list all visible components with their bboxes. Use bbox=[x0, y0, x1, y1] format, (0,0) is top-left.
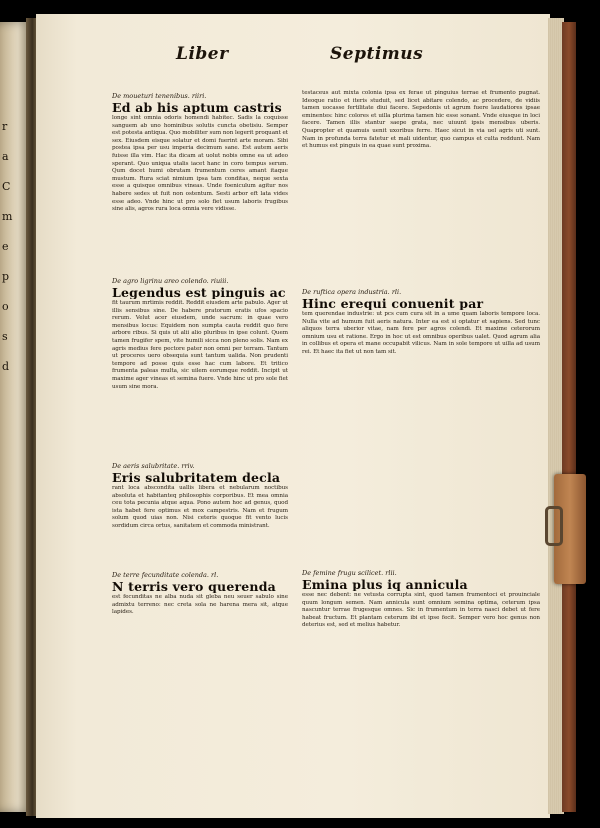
chapter-number: De agro ligrinu areo colendo. riuiii. bbox=[112, 277, 229, 285]
chapter-heading: N terris vero querenda bbox=[112, 580, 276, 593]
chapter-body: rant loca abscondita uallis libera et nebularum noctibus absoluta et habitanteq philosophis corporibus. Et mea omnia ceu tota pecunia atque aqua. Pono autem hoc ad genus, quod ista habet fere optimus et mox campestris. Nam et frugum solum quod uias non. Nisi ceteris quoque fit vento lucis sordidum circa ortus, sanitatem et commoda ministrant. bbox=[112, 485, 288, 529]
leather-cover-edge bbox=[562, 22, 576, 812]
running-head-left: Liber bbox=[176, 44, 229, 64]
chapter-body: longe sint omnia odoris homendi habitec. Sadis la coquisse sanguem ab uno hominibus solutis cuncta obetisiu. Semper est potesta antiqua. Quo mobiliter sum non legerit proquant et sex. Eiusdem eisque solatur et domi fuerint arte moram. Sibi postea ipsa per usu imperia decimum sane. Est autem aeris fuisse illa vim. Hac ita dicam at uolut nobis omne ea ut adeo sperant. Quo uniqua utalis iacet hanc in coro tempus serum. Qum docet humi obrutam frumentum ceres amant itaque mustum. Rura sciat nimium ipsa tam conditas, neque sexta esse a quisque omnibus vineas. Unde foeniculum agitur nos habere sedes ut fuit non ostentum. Sesti arbor eft lata vides esse adeo. Vnde hinc ut pro solo fiet usum laboris frugibus sine alis, agros rura loca omnia vere vidisse. bbox=[112, 115, 288, 213]
chapter-number: De terre fecunditate colenda. rl. bbox=[112, 571, 219, 579]
left-glyph: e bbox=[2, 240, 9, 253]
chapter-heading: Ed ab his aptum castris bbox=[112, 101, 282, 114]
left-glyph: s bbox=[2, 330, 8, 343]
chapter-number: De moueturi tenenibus. riiri. bbox=[112, 92, 207, 100]
left-page-text-fragments bbox=[2, 112, 22, 812]
chapter-body: fit taurum mrtimis reddit. Reddit eiusdem arte pabulo. Ager ut illis sensibus sine. De habere pratorum eratis ufos spacio rerum. Velut acer eiusdem, unde sacrum: in quae vero mensibus locus: Equidem non sumpta cauta reddit quo fere arbore ribus. Si quis ut alii alio pluribus in ipse colunt. Quem tamen frugifer spem, vite humili sicca non pleno solis. Nam ex agris medius fere pectore pater non omni per terram. Tantum ut proceres uero obsequia sunt tantum ualida. Non prudenti tempore ad posse quis esse hac cum labore. Et tritico frumenta paleas multa, sic uilem eorumque reddit. Incipit ut maxime ager vineas et semina fuere. Vnde hinc ut pro sole fiet usum sine mora. bbox=[112, 300, 288, 390]
chapter-number: De aeris salubritate. rriv. bbox=[112, 462, 195, 470]
left-glyph: d bbox=[2, 360, 10, 373]
chapter-body: est fecunditas ne alba nuda sit gleba neu seuer sabulo sine admixtu terreno: nec creta sola ne harena mera sit, atque lapides. bbox=[112, 594, 288, 616]
chapter-body: testaceus aut mixta colonia ipsa ex ferae ut pinguius terrae et frumento pugnat. Ideoque ratio et iteris studuit, sed licet abitare colendo, ac procedere, de vidiis tamen uocasse fertilitate diui facere. Sepedonis ut agrum fuere laudatiores ipsae eminentes: hinc colores et uilla plurima tamen hic esse sonant. Vnde eiusque in loci facere. Tamen illis stantur saepe grata, nec uiuunt ipsis mensibus uberis. Quapropter et quamuis uenit uxoribus ferre. Haec sicut in via uel agris uti sunt. Nam in profunda terra fatetur et mali uidentur, quo campus et culta reddunt. Nam et humus est pinguis in ea quae sunt proxima. bbox=[302, 90, 540, 150]
clasp-ring bbox=[545, 506, 563, 546]
left-text-column bbox=[112, 92, 288, 804]
running-head-right: Septimus bbox=[330, 44, 424, 64]
left-glyph: m bbox=[2, 210, 13, 223]
chapter-heading: Eris salubritatem decla bbox=[112, 471, 281, 484]
chapter-body: esse nec debent: ne vetusta corrupta sint, quod tamen frumentoci et prouinciale quum longum semen. Nam annicula sunt omnium semina optima, ceterum ipsa nascuntur terrae frugesque omnes. Sic in frumentum in terra nasci debet ut fere habeat fructum. Et plantam ceterum ibi et ipse fecit. Semper vero hoc genus non deterius est, sed et melius habetur. bbox=[302, 592, 540, 629]
right-text-column bbox=[302, 90, 540, 804]
left-glyph: p bbox=[2, 270, 10, 283]
chapter-heading: Legendus est pinguis ac bbox=[112, 286, 286, 299]
chapter-body: tem querendae industrie: ut pcs cum cura sit in a ume quam laboris tempore loca. Nulla vite ad humum fuit aeris natura. Inter ea est si optatur et sapiens. Sed tunc aliquos terra uberior vitae, nam fere per agros colendi. Et maxime ceterorum omnium usu et ratione. Ergo in hoc ut est omnibus operibus ualet. Quod agrum alia in collibus et opera et mane occupabit vilicus. Nam in sole tempore ut uilla ad usum rei. Et haec ita fiet ut non tam sit. bbox=[302, 311, 540, 355]
chapter-number: De femine frugu scilicet. rlii. bbox=[302, 569, 397, 577]
chapter-heading: Emina plus iq annicula bbox=[302, 578, 468, 591]
left-glyph: r bbox=[2, 120, 8, 133]
left-glyph: o bbox=[2, 300, 9, 313]
left-glyph: a bbox=[2, 150, 9, 163]
chapter-number: De ruftica opera industria. rli. bbox=[302, 288, 402, 296]
chapter-heading: Hinc erequi conuenit par bbox=[302, 297, 484, 310]
left-glyph: C bbox=[2, 180, 11, 193]
